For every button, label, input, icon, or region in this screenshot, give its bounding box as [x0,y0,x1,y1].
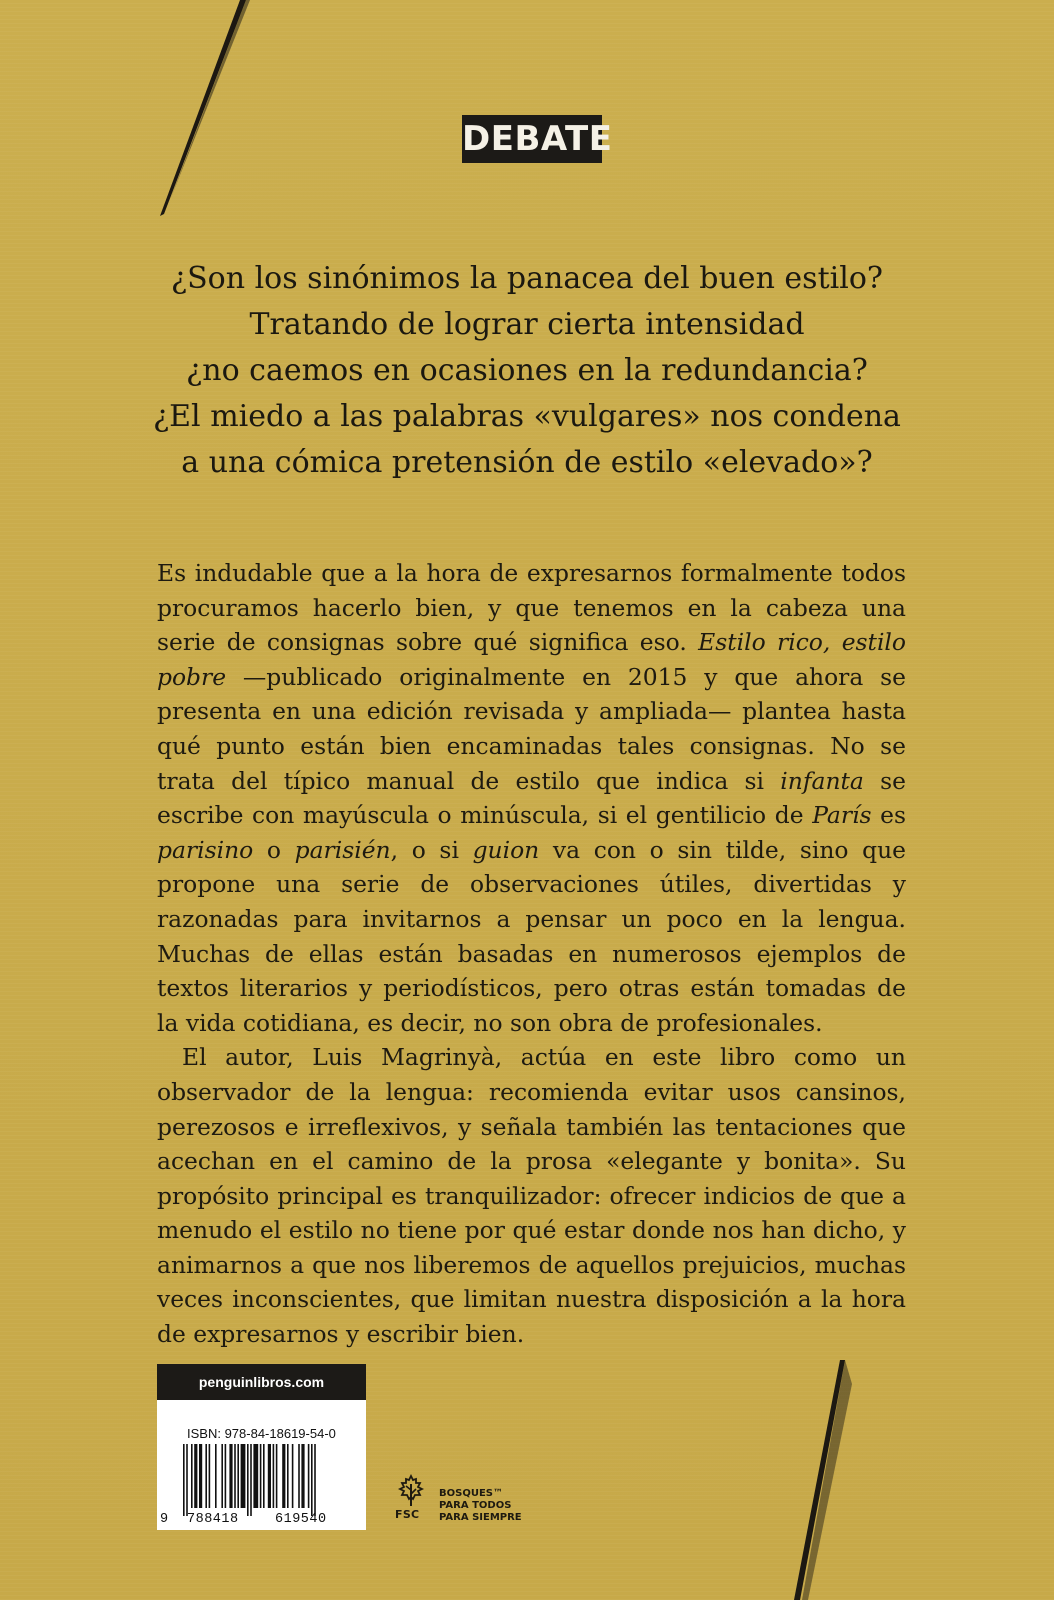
isbn-number: ISBN: 978-84-18619-54-0 [187,1426,336,1441]
barcode-bar [273,1444,275,1508]
fsc-slogan-line: PARA TODOS [439,1500,512,1511]
italic-word: parisién [294,835,391,864]
isbn-barcode-box [157,1400,366,1530]
brush-slash-bottom-decoration [778,1360,860,1600]
book-title-italic: Estilo rico, estilo pobre [157,628,906,691]
publisher-logo: DEBATE [462,115,602,163]
barcode-bar [282,1444,285,1508]
barcode-bar [301,1444,304,1508]
text-run: va con o sin tilde, sino que propone una serie de observaciones útiles, divertidas y razonadas para invitarnos a pensar un poco en la lengua. Muchas de ellas están basadas en numerosos ejemplos de textos literarios y periodísticos, pero otras están tomadas de la vida cotidiana, es decir, no son obra de profesionales. [157,835,906,1037]
italic-word: parisino [157,835,254,864]
fsc-tree-icon [393,1474,429,1508]
barcode-bar [314,1444,316,1516]
barcode-bar [225,1444,227,1508]
barcode-bar [194,1444,197,1508]
text-run: es [871,801,906,830]
ean-first-digit: 9 [160,1512,169,1527]
question-line: ¿Son los sinónimos la panacea del buen estilo? [171,261,883,296]
italic-word: infanta [780,766,864,795]
barcode-bar [234,1444,236,1508]
barcode-bar [276,1444,278,1508]
barcode-bar [209,1444,211,1508]
barcode-bar [263,1444,265,1508]
ean-right-digits: 619540 [275,1512,327,1527]
barcode-bar [191,1444,193,1508]
barcode-bar [292,1444,294,1508]
text-run: , o si [390,835,473,864]
barcode-bar [186,1444,188,1516]
barcode-bar [311,1444,313,1516]
question-line: Tratando de lograr cierta intensidad [249,307,805,342]
barcode-bar [308,1444,310,1508]
question-line: ¿no caemos en ocasiones en la redundancia? [186,353,868,388]
barcode-bar [253,1444,258,1508]
barcode-bar [199,1444,202,1508]
text-run: o [253,835,295,864]
barcode-bar [247,1444,249,1516]
barcode [169,1444,355,1520]
barcode-bar [205,1444,207,1508]
barcode-bar [229,1444,232,1508]
description-paragraph [157,556,906,1040]
fsc-slogan [439,1488,522,1524]
barcode-bar [260,1444,262,1508]
barcode-bar [250,1444,252,1516]
tagline-questions [100,256,954,486]
text-run: Es indudable que a la hora de expresarnos formalmente todos procuramos hacerlo bien, y que tenemos en la cabeza una serie de consignas sobre qué significa eso. [157,559,906,657]
ean-left-digits: 788418 [187,1512,239,1527]
description-paragraph: El autor, Luis Magrinyà, actúa en este libro como un observador de la lengua: recomienda evitar usos cansinos, perezosos e irreflexivos, y señala también las tentaciones que acechan en el camino de la prosa «elegante y bonita». Su propósito principal es tranquilizador: ofrecer indicios de que a menudo el estilo no tiene por qué estar donde nos han dicho, y animarnos a que nos liberemos de aquellos prejuicios, muchas veces inconscientes, que limitan nuestra disposición a la hora de expresarnos y escribir bien. [157,1043,906,1349]
question-line: a una cómica pretensión de estilo «elevado»? [181,445,873,480]
barcode-bar [241,1444,246,1508]
barcode-bar [215,1444,217,1508]
text-run: —publicado originalmente en 2015 y que ahora se presenta en una edición revisada y ampliada— plantea hasta qué punto están bien encaminadas tales consignas. No se trata del típico manual de estilo que indica si [157,662,906,795]
barcode-bar [268,1444,271,1508]
brush-slash-top-decoration [150,0,250,222]
fsc-label: FSC [395,1508,420,1521]
fsc-slogan-line: BOSQUES™ [439,1488,503,1499]
question-line: ¿El miedo a las palabras «vulgares» nos condena [153,399,901,434]
publisher-website: penguinlibros.com [157,1364,366,1400]
text-run: se escribe con mayúscula o minúscula, si el gentilicio de [157,766,906,830]
fsc-slogan-line: PARA SIEMPRE [439,1512,522,1523]
italic-word: París [812,801,872,830]
barcode-bar [183,1444,185,1516]
barcode-bar [221,1444,223,1508]
barcode-bar [298,1444,300,1508]
barcode-bar [287,1444,289,1508]
book-description [157,556,906,1352]
italic-word: guion [472,835,540,864]
barcode-bar [237,1444,239,1508]
